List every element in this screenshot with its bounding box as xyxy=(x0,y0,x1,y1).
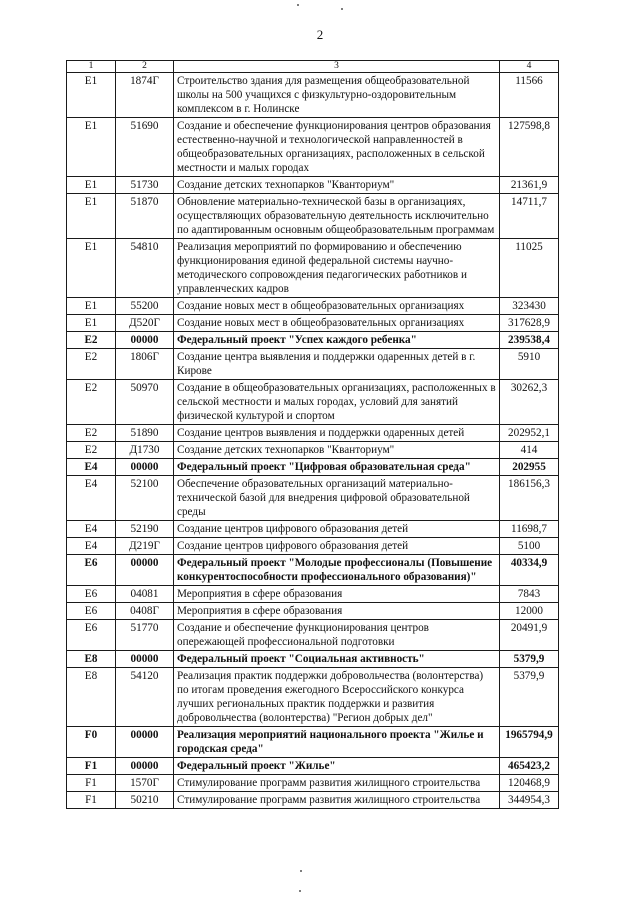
table-row xyxy=(67,118,559,177)
target-code-cell: 1806Г xyxy=(116,349,174,380)
section-code-cell: F1 xyxy=(67,792,116,809)
section-code-cell: E2 xyxy=(67,425,116,442)
amount-cell: 40334,9 xyxy=(500,555,559,586)
amount-cell: 21361,9 xyxy=(500,177,559,194)
section-code-cell: E2 xyxy=(67,332,116,349)
table-row xyxy=(67,538,559,555)
amount-cell: 344954,3 xyxy=(500,792,559,809)
amount-cell: 5379,9 xyxy=(500,651,559,668)
section-code-cell: E4 xyxy=(67,538,116,555)
amount-cell: 202955 xyxy=(500,459,559,476)
table-row xyxy=(67,620,559,651)
table-row xyxy=(67,459,559,476)
description-cell: Создание центров цифрового образования детей xyxy=(174,538,500,555)
table-row xyxy=(67,792,559,809)
target-code-cell: 00000 xyxy=(116,651,174,668)
description-cell: Федеральный проект "Молодые профессионалы (Повышение конкурентоспособности профессионального образования)" xyxy=(174,555,500,586)
section-code-cell: E6 xyxy=(67,586,116,603)
section-code-cell: E4 xyxy=(67,459,116,476)
target-code-cell: 00000 xyxy=(116,332,174,349)
section-code-cell: F0 xyxy=(67,727,116,758)
target-code-cell: 55200 xyxy=(116,298,174,315)
table-row xyxy=(67,73,559,118)
amount-cell: 414 xyxy=(500,442,559,459)
description-cell: Создание и обеспечение функционирования центров образования естественно-научной и технологической направленностей в общеобразовательных организациях, расположенных в сельской местности и малых городах xyxy=(174,118,500,177)
description-cell: Создание новых мест в общеобразовательных организациях xyxy=(174,298,500,315)
table-row xyxy=(67,758,559,775)
description-cell: Федеральный проект "Успех каждого ребенка" xyxy=(174,332,500,349)
section-code-cell: E4 xyxy=(67,521,116,538)
table-row xyxy=(67,177,559,194)
target-code-cell: 54810 xyxy=(116,239,174,298)
amount-cell: 323430 xyxy=(500,298,559,315)
description-cell: Строительство здания для размещения общеобразовательной школы на 500 учащихся с физкультурно-оздоровительным комплексом в г. Нолинске xyxy=(174,73,500,118)
target-code-cell: 04081 xyxy=(116,586,174,603)
amount-cell: 127598,8 xyxy=(500,118,559,177)
amount-cell: 30262,3 xyxy=(500,380,559,425)
description-cell: Создание центра выявления и поддержки одаренных детей в г. Кирове xyxy=(174,349,500,380)
description-cell: Создание детских технопарков "Кванториум" xyxy=(174,442,500,459)
scan-artifact-dot xyxy=(300,870,302,872)
table-row xyxy=(67,586,559,603)
column-header-1: 1 xyxy=(67,61,116,73)
scan-artifact-dot xyxy=(297,4,299,6)
table-row xyxy=(67,476,559,521)
description-cell: Стимулирование программ развития жилищного строительства xyxy=(174,775,500,792)
budget-allocation-table xyxy=(66,60,559,809)
target-code-cell: 50970 xyxy=(116,380,174,425)
section-code-cell: E1 xyxy=(67,177,116,194)
column-header-4: 4 xyxy=(500,61,559,73)
description-cell: Реализация практик поддержки добровольчества (волонтерства) по итогам проведения ежегодного Всероссийского конкурса лучших региональных практик поддержки и развития добровольчества (волонтерства) "Регион добрых дел" xyxy=(174,668,500,727)
table-row xyxy=(67,315,559,332)
table-row xyxy=(67,380,559,425)
section-code-cell: E1 xyxy=(67,239,116,298)
amount-cell: 120468,9 xyxy=(500,775,559,792)
amount-cell: 5910 xyxy=(500,349,559,380)
table-row xyxy=(67,239,559,298)
section-code-cell: E8 xyxy=(67,651,116,668)
amount-cell: 5100 xyxy=(500,538,559,555)
target-code-cell: 00000 xyxy=(116,555,174,586)
section-code-cell: E1 xyxy=(67,118,116,177)
description-cell: Создание центров выявления и поддержки одаренных детей xyxy=(174,425,500,442)
target-code-cell: 54120 xyxy=(116,668,174,727)
description-cell: Создание и обеспечение функционирования центров опережающей профессиональной подготовки xyxy=(174,620,500,651)
description-cell: Создание в общеобразовательных организациях, расположенных в сельской местности и малых городах, условий для занятий физической культурой и спортом xyxy=(174,380,500,425)
target-code-cell: 52100 xyxy=(116,476,174,521)
target-code-cell: 51690 xyxy=(116,118,174,177)
table-row xyxy=(67,521,559,538)
amount-cell: 239538,4 xyxy=(500,332,559,349)
target-code-cell: 1570Г xyxy=(116,775,174,792)
column-header-2: 2 xyxy=(116,61,174,73)
amount-cell: 11025 xyxy=(500,239,559,298)
table-header-row xyxy=(67,61,559,73)
target-code-cell: 51890 xyxy=(116,425,174,442)
description-cell: Федеральный проект "Социальная активность" xyxy=(174,651,500,668)
table-row xyxy=(67,603,559,620)
target-code-cell: 51870 xyxy=(116,194,174,239)
target-code-cell: 00000 xyxy=(116,758,174,775)
description-cell: Создание детских технопарков "Кванториум" xyxy=(174,177,500,194)
table-row xyxy=(67,668,559,727)
section-code-cell: F1 xyxy=(67,775,116,792)
section-code-cell: E4 xyxy=(67,476,116,521)
scan-artifact-dot xyxy=(299,890,301,892)
scan-artifact-dot xyxy=(341,8,343,10)
description-cell: Обеспечение образовательных организаций материально-технической базой для внедрения цифровой образовательной среды xyxy=(174,476,500,521)
table-row xyxy=(67,727,559,758)
description-cell: Федеральный проект "Цифровая образовательная среда" xyxy=(174,459,500,476)
target-code-cell: 00000 xyxy=(116,459,174,476)
target-code-cell: Д520Г xyxy=(116,315,174,332)
target-code-cell: Д219Г xyxy=(116,538,174,555)
section-code-cell: E6 xyxy=(67,603,116,620)
amount-cell: 202952,1 xyxy=(500,425,559,442)
amount-cell: 465423,2 xyxy=(500,758,559,775)
section-code-cell: E6 xyxy=(67,555,116,586)
target-code-cell: 51770 xyxy=(116,620,174,651)
section-code-cell: E2 xyxy=(67,349,116,380)
amount-cell: 14711,7 xyxy=(500,194,559,239)
amount-cell: 1965794,9 xyxy=(500,727,559,758)
target-code-cell: 0408Г xyxy=(116,603,174,620)
section-code-cell: E2 xyxy=(67,380,116,425)
amount-cell: 7843 xyxy=(500,586,559,603)
target-code-cell: 1874Г xyxy=(116,73,174,118)
table-row xyxy=(67,298,559,315)
description-cell: Федеральный проект "Жилье" xyxy=(174,758,500,775)
table-row xyxy=(67,775,559,792)
section-code-cell: E8 xyxy=(67,668,116,727)
section-code-cell: E2 xyxy=(67,442,116,459)
description-cell: Мероприятия в сфере образования xyxy=(174,586,500,603)
description-cell: Создание новых мест в общеобразовательных организациях xyxy=(174,315,500,332)
amount-cell: 11566 xyxy=(500,73,559,118)
table-row xyxy=(67,442,559,459)
description-cell: Реализация мероприятий по формированию и обеспечению функционирования единой федеральной системы научно-методического сопровождения педагогических работников и управленческих кадров xyxy=(174,239,500,298)
page-number: 2 xyxy=(316,27,324,42)
description-cell: Обновление материально-технической базы в организациях, осуществляющих образовательную деятельность исключительно по адаптированным основным общеобразовательным программам xyxy=(174,194,500,239)
amount-cell: 12000 xyxy=(500,603,559,620)
table-row xyxy=(67,194,559,239)
target-code-cell: 00000 xyxy=(116,727,174,758)
column-header-3: 3 xyxy=(174,61,500,73)
target-code-cell: Д1730 xyxy=(116,442,174,459)
amount-cell: 20491,9 xyxy=(500,620,559,651)
table-row xyxy=(67,651,559,668)
section-code-cell: E6 xyxy=(67,620,116,651)
section-code-cell: E1 xyxy=(67,315,116,332)
table-row xyxy=(67,425,559,442)
description-cell: Реализация мероприятий национального проекта "Жилье и городская среда" xyxy=(174,727,500,758)
table-row xyxy=(67,555,559,586)
section-code-cell: F1 xyxy=(67,758,116,775)
table-row xyxy=(67,332,559,349)
description-cell: Стимулирование программ развития жилищного строительства xyxy=(174,792,500,809)
amount-cell: 5379,9 xyxy=(500,668,559,727)
amount-cell: 317628,9 xyxy=(500,315,559,332)
amount-cell: 186156,3 xyxy=(500,476,559,521)
target-code-cell: 50210 xyxy=(116,792,174,809)
section-code-cell: E1 xyxy=(67,298,116,315)
section-code-cell: E1 xyxy=(67,194,116,239)
table-row xyxy=(67,349,559,380)
target-code-cell: 52190 xyxy=(116,521,174,538)
target-code-cell: 51730 xyxy=(116,177,174,194)
amount-cell: 11698,7 xyxy=(500,521,559,538)
description-cell: Создание центров цифрового образования детей xyxy=(174,521,500,538)
description-cell: Мероприятия в сфере образования xyxy=(174,603,500,620)
section-code-cell: E1 xyxy=(67,73,116,118)
